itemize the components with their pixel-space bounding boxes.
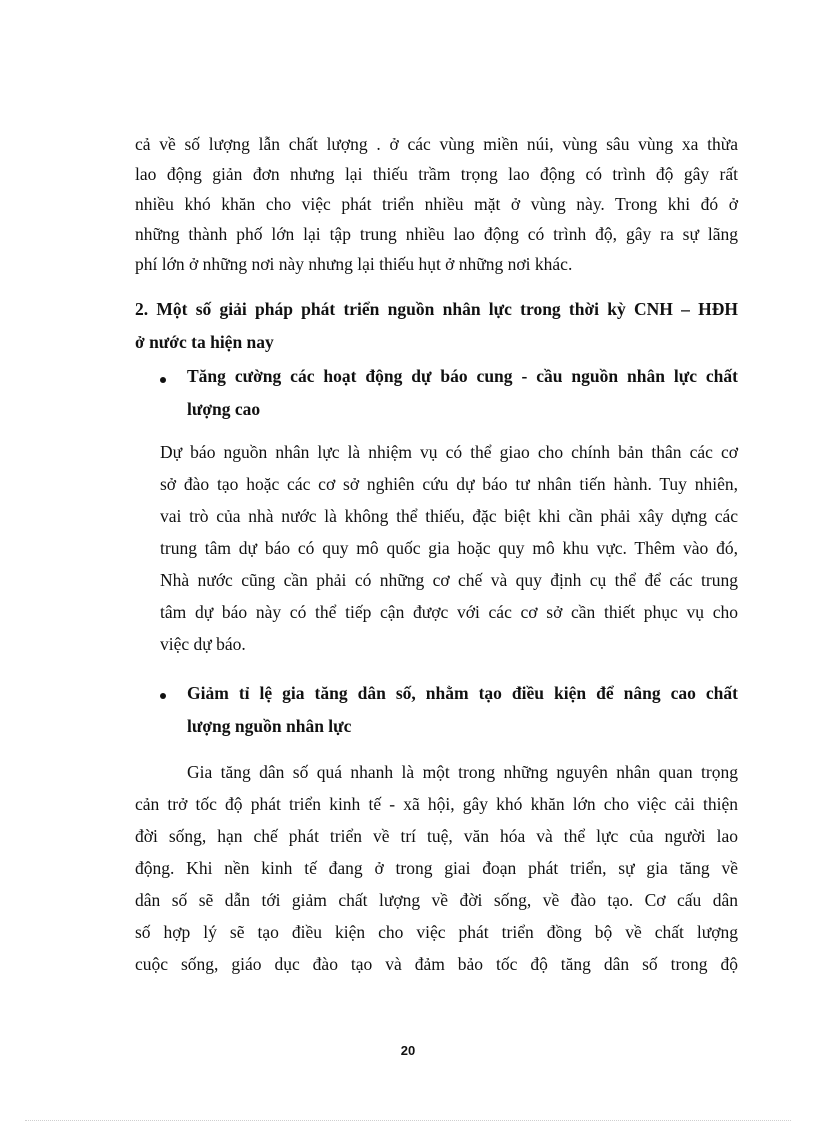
heading-line: 2. Một số giải pháp phát triển nguồn nhân lực trong thời kỳ CNH – HĐH [135,299,738,319]
text-line: động. Khi nền kinh tế đang ở trong giai đoạn phát triển, sự gia tăng về [135,858,738,878]
text-line: trung tâm dự báo có quy mô quốc gia hoặc quy mô khu vực. Thêm vào đó, [160,538,738,558]
text-line: cả về số lượng lẫn chất lượng . ở các vùng miền núi, vùng sâu vùng xa thừa [135,134,738,154]
text-line: cuộc sống, giáo dục đào tạo và đảm bảo tốc độ tăng dân số trong độ [135,954,738,974]
text-line: cản trở tốc độ phát triển kinh tế - xã hội, gây khó khăn lớn cho việc cải thiện [135,794,738,814]
section-heading [135,297,738,357]
text-line: số hợp lý sẽ tạo điều kiện cho việc phát triển đồng bộ về chất lượng [135,922,738,942]
text-line: tâm dự báo này có thể tiếp cận được với các cơ sở cần thiết phục vụ cho [160,602,738,622]
text-line: lao động giản đơn nhưng lại thiếu trầm trọng lao động có trình độ gây rất [135,164,738,184]
bullet-icon [160,377,166,383]
text-line: vai trò của nhà nước là không thể thiếu, đặc biệt khi cần phải xây dựng các [160,506,738,526]
heading-line: ở nước ta hiện nay [135,332,274,352]
text-line: Dự báo nguồn nhân lực là nhiệm vụ có thể giao cho chính bản thân các cơ [160,442,738,462]
paragraph-intro [135,132,738,282]
text-line: dân số sẽ dẫn tới giảm chất lượng về đời sống, về đào tạo. Cơ cấu dân [135,890,738,910]
bullet-heading-population [187,681,738,741]
heading-line: lượng nguồn nhân lực [187,716,352,736]
page-bottom-divider [25,1120,791,1121]
text-line: những thành phố lớn lại tập trung nhiều lao động có trình độ, gây ra sự lãng [135,224,738,244]
text-line: nhiều khó khăn cho việc phát triển nhiều mặt ở vùng này. Trong khi đó ở [135,194,738,214]
text-line: đời sống, hạn chế phát triển về trí tuệ, văn hóa và thể lực của người lao [135,826,738,846]
paragraph-forecast [160,440,738,660]
bullet-heading-forecast [187,364,738,424]
heading-line: Tăng cường các hoạt động dự báo cung - cầu nguồn nhân lực chất [187,366,738,386]
paragraph-population [135,760,738,980]
bullet-icon [160,693,166,699]
heading-line: lượng cao [187,399,261,419]
heading-line: Giảm tỉ lệ gia tăng dân số, nhằm tạo điều kiện để nâng cao chất [187,683,738,703]
text-line: sở đào tạo hoặc các cơ sở nghiên cứu dự báo tư nhân tiến hành. Tuy nhiên, [160,474,738,494]
text-line: việc dự báo. [160,634,246,654]
page-number: 20 [400,1043,416,1058]
text-line: Gia tăng dân số quá nhanh là một trong những nguyên nhân quan trọng [187,762,738,782]
text-line: phí lớn ở những nơi này nhưng lại thiếu hụt ở những nơi khác. [135,254,573,274]
text-line: Nhà nước cũng cần phải có những cơ chế và quy định cụ thể để các trung [160,570,738,590]
